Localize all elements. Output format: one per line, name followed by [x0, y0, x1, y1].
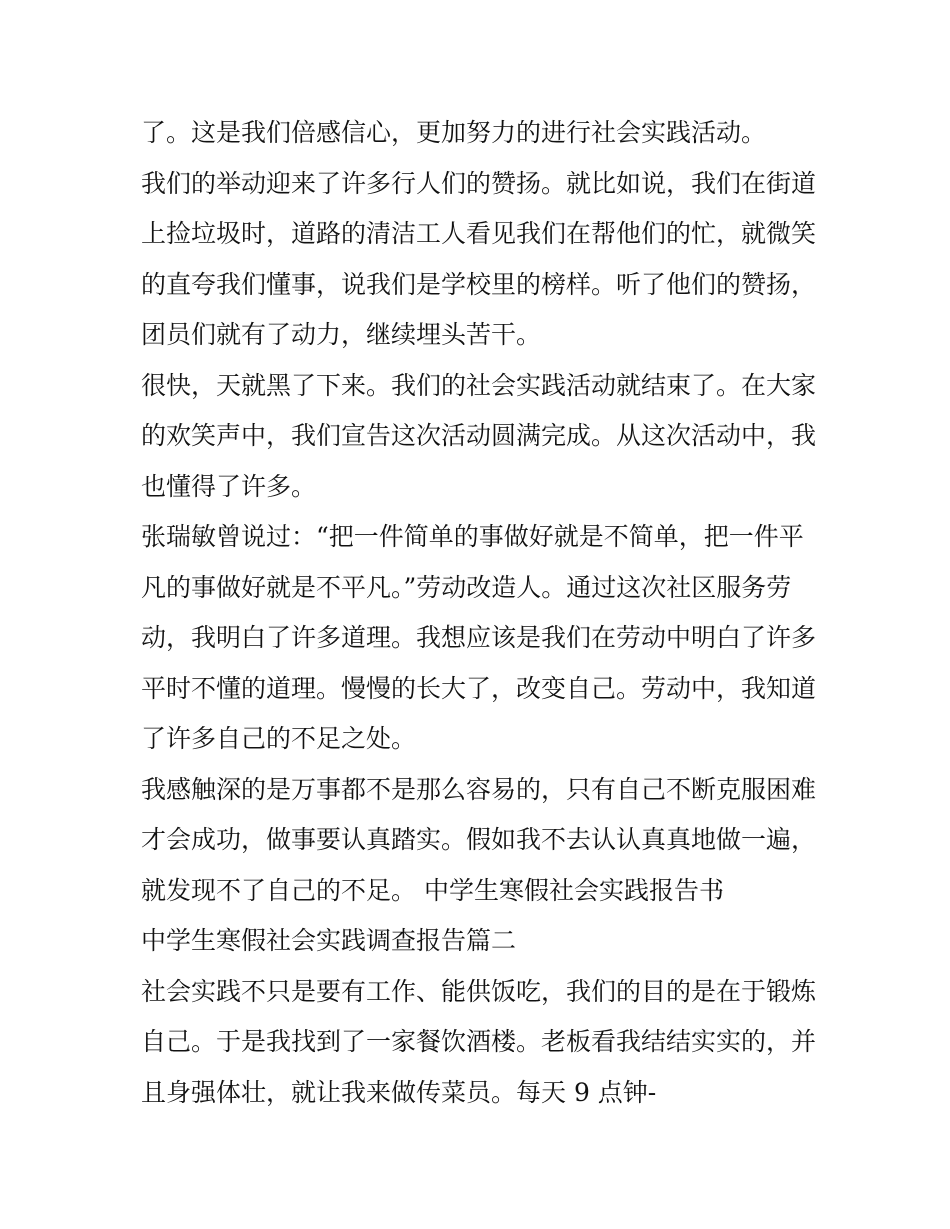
text-line: 平时不懂的道理。慢慢的长大了，改变自己。劳动中，我知道 [141, 673, 817, 703]
text-line: 自己。于是我找到了一家餐饮酒楼。老板看我结结实实的，并 [141, 1027, 817, 1056]
text-line: 上捡垃圾时，道路的清洁工人看见我们在帮他们的忙，就微笑 [141, 219, 817, 248]
text-line: 我感触深的是万事都不是那么容易的，只有自己不断克服困难 [141, 774, 817, 804]
text-line: 我们的举动迎来了许多行人们的赞扬。就比如说，我们在街道 [141, 168, 817, 198]
text-line: 了。这是我们倍感信心，更加努力的进行社会实践活动。 [141, 118, 767, 147]
text-line: 也懂得了许多。 [141, 471, 317, 501]
section-heading: 中学生寒假社会实践调查报告篇二 [141, 926, 517, 955]
text-line: 动，我明白了许多道理。我想应该是我们在劳动中明白了许多 [141, 623, 817, 652]
document-body [141, 108, 821, 1118]
text-line: 很快，天就黑了下来。我们的社会实践活动就结束了。在大家 [141, 370, 817, 400]
text-line: 张瑞敏曾说过：“把一件简单的事做好就是不简单，把一件平 [141, 522, 804, 551]
text-line: 团员们就有了动力，继续埋头苦干。 [141, 320, 542, 349]
text-line: 的欢笑声中，我们宣告这次活动圆满完成。从这次活动中，我 [141, 421, 817, 450]
text-line: 凡的事做好就是不平凡。”劳动改造人。通过这次社区服务劳 [141, 572, 792, 602]
text-line: 才会成功，做事要认真踏实。假如我不去认认真真地做一遍， [141, 825, 817, 854]
text-line: 了许多自己的不足之处。 [141, 724, 417, 753]
text-line: 就发现不了自己的不足。 中学生寒假社会实践报告书 [141, 875, 724, 905]
text-line: 的直夸我们懂事，说我们是学校里的榜样。听了他们的赞扬， [141, 269, 817, 299]
text-line: 且身强体壮，就让我来做传菜员。每天 9 点钟- [141, 1077, 657, 1107]
text-line: 社会实践不只是要有工作、能供饭吃，我们的目的是在于锻炼 [141, 976, 817, 1006]
